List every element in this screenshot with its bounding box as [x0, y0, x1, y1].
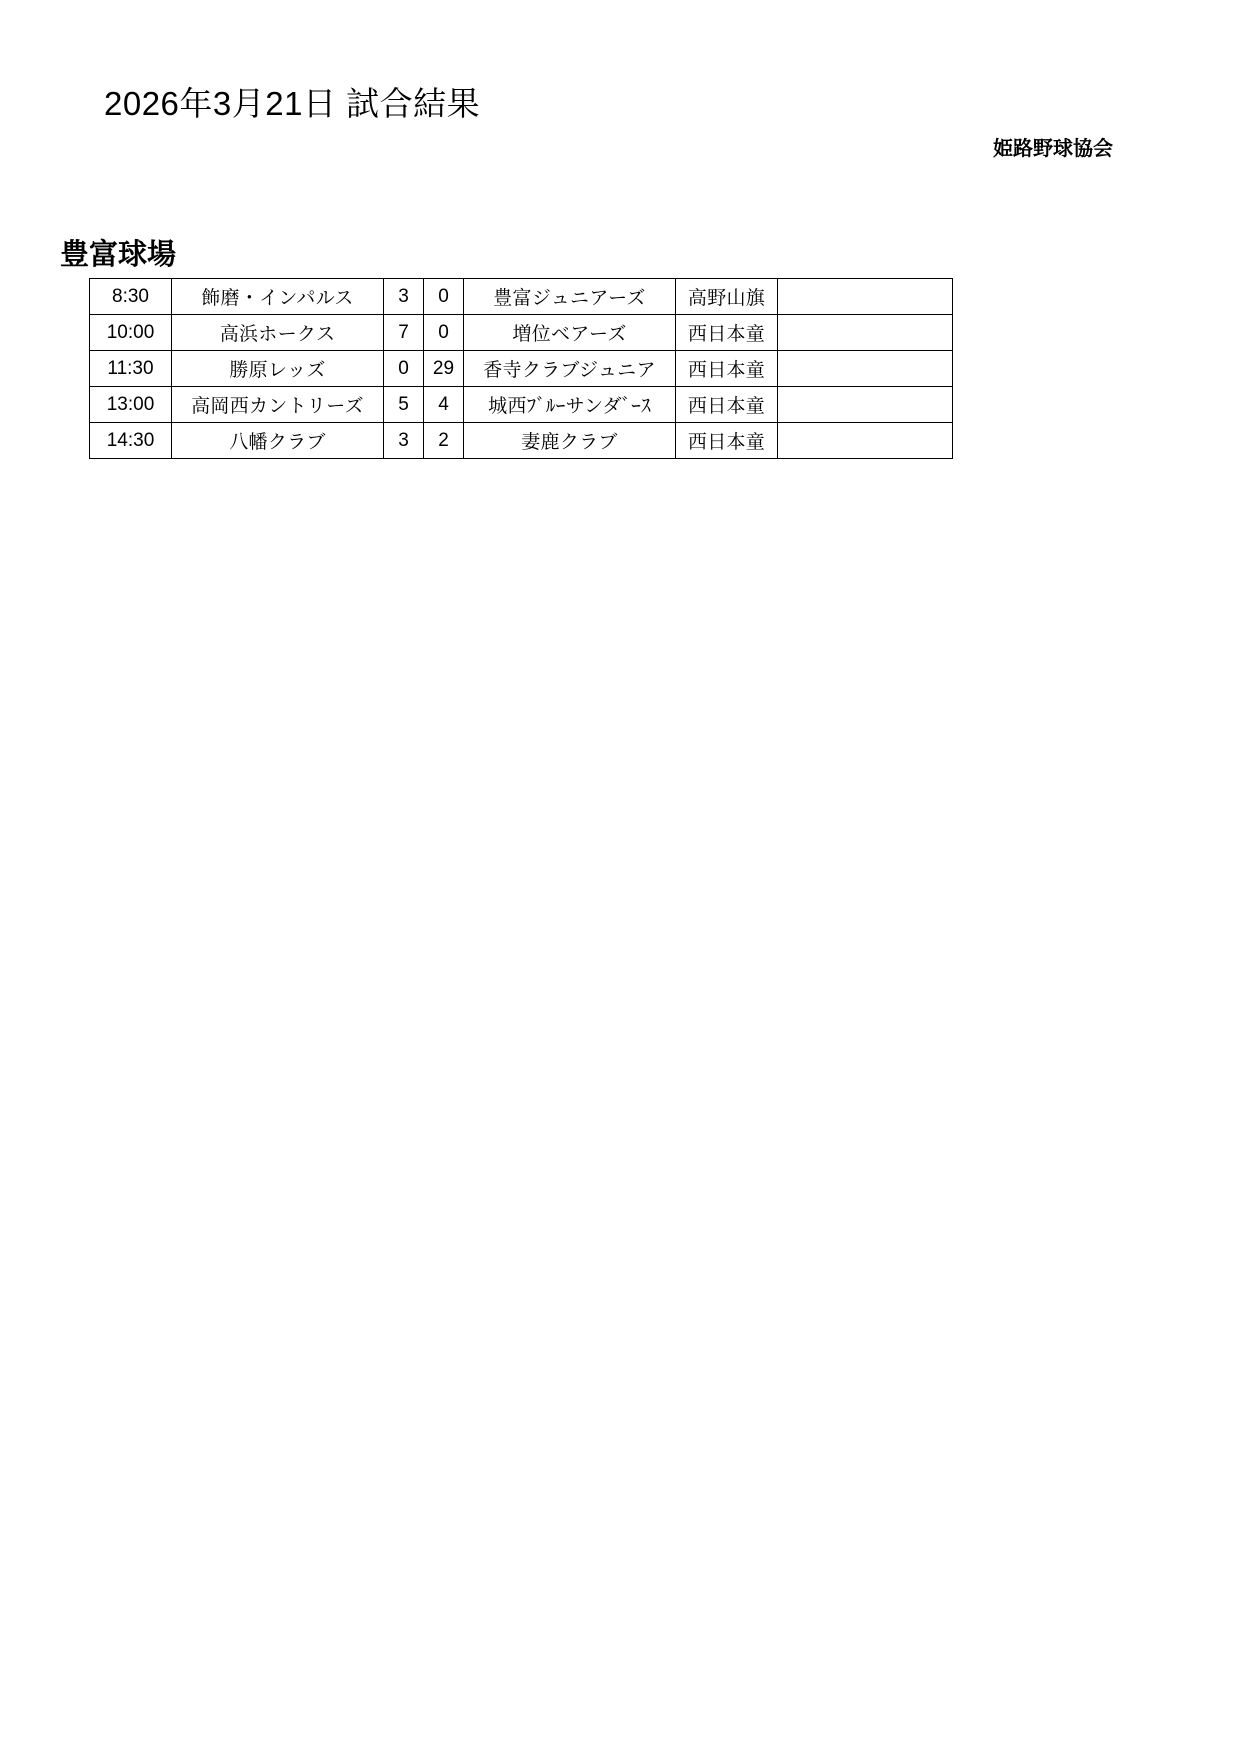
cell-away-score: 0 [424, 279, 464, 315]
cell-home-team: 八幡クラブ [172, 423, 384, 459]
cell-note [778, 423, 953, 459]
organization-name: 姫路野球協会 [993, 138, 1113, 160]
cell-category: 西日本童 [676, 423, 778, 459]
cell-home-score: 3 [384, 423, 424, 459]
cell-home-team: 高浜ホークス [172, 315, 384, 351]
cell-away-score: 4 [424, 387, 464, 423]
cell-home-score: 0 [384, 351, 424, 387]
game-results-table [89, 278, 953, 459]
venue-heading: 豊富球場 [60, 239, 177, 271]
cell-category: 西日本童 [676, 387, 778, 423]
cell-home-team: 飾磨・インパルス [172, 279, 384, 315]
table-row [90, 351, 953, 387]
cell-time: 11:30 [90, 351, 172, 387]
table-row [90, 279, 953, 315]
table-row [90, 315, 953, 351]
cell-away-score: 0 [424, 315, 464, 351]
cell-home-score: 3 [384, 279, 424, 315]
cell-home-team: 勝原レッズ [172, 351, 384, 387]
page-title: 2026年3月21日 試合結果 [104, 85, 481, 122]
cell-time: 14:30 [90, 423, 172, 459]
cell-category: 西日本童 [676, 315, 778, 351]
cell-home-score: 5 [384, 387, 424, 423]
table-row [90, 387, 953, 423]
cell-note [778, 279, 953, 315]
cell-home-team: 高岡西カントリーズ [172, 387, 384, 423]
cell-note [778, 351, 953, 387]
cell-away-team: 香寺クラブジュニア [464, 351, 676, 387]
cell-note [778, 387, 953, 423]
table-row [90, 423, 953, 459]
cell-away-team: 城西ﾌﾞﾙｰサンダﾞｰｽ [464, 387, 676, 423]
cell-away-team: 妻鹿クラブ [464, 423, 676, 459]
cell-away-team: 増位ベアーズ [464, 315, 676, 351]
cell-time: 10:00 [90, 315, 172, 351]
cell-away-team: 豊富ジュニアーズ [464, 279, 676, 315]
cell-time: 8:30 [90, 279, 172, 315]
cell-away-score: 29 [424, 351, 464, 387]
cell-category: 高野山旗 [676, 279, 778, 315]
cell-away-score: 2 [424, 423, 464, 459]
cell-time: 13:00 [90, 387, 172, 423]
cell-note [778, 315, 953, 351]
cell-category: 西日本童 [676, 351, 778, 387]
cell-home-score: 7 [384, 315, 424, 351]
